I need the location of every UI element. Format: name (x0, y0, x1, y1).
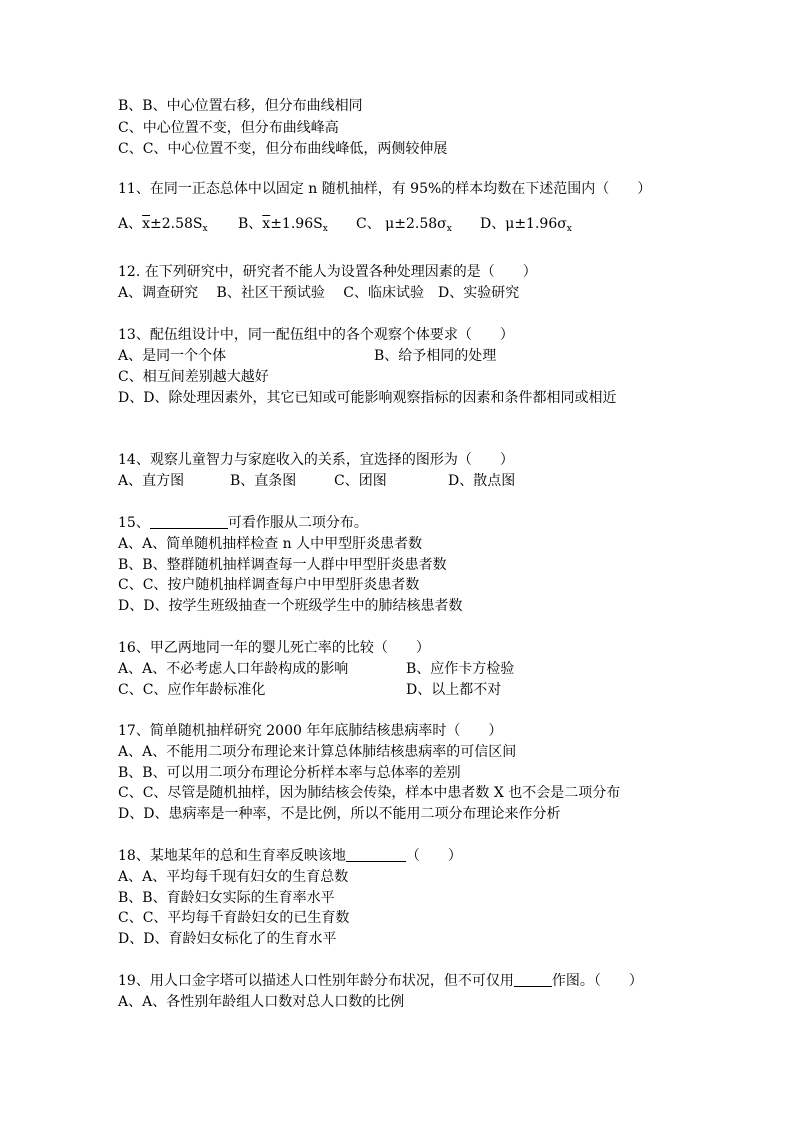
q18-blank (346, 847, 406, 862)
q10-option-c2: C、C、中心位置不变，但分布曲线峰低，两侧较伸展 (118, 141, 448, 157)
q14-option-a: A、直方图 (118, 473, 185, 489)
q11-stem: 11、在同一正态总体中以固定 n 随机抽样，有 95%的样本均数在下述范围内（ ） (118, 181, 652, 197)
q16-option-b: B、应作卡方检验 (406, 661, 515, 677)
q11-option-b: B、$\overline{x}\pm 1.96S_x$ (238, 216, 328, 234)
q11-option-c: C、 $\mu\pm 2.58\sigma_x$ (356, 216, 452, 234)
q15-stem: 15、 可看作服从二项分布。 (118, 515, 368, 531)
q13-option-a: A、是同一个个体 (118, 348, 227, 364)
q16-row-ab (118, 659, 678, 679)
q11-options (118, 214, 678, 234)
q12-stem: 12. 在下列研究中，研究者不能人为设置各种处理因素的是（ ） (118, 264, 537, 280)
q15-option-d: D、D、按学生班级抽查一个班级学生中的肺结核患者数 (118, 598, 463, 614)
q18-option-c: C、C、平均每千育龄妇女的已生育数 (118, 910, 350, 926)
q13-row-ab (118, 346, 678, 366)
q16-option-a: A、A、不必考虑人口年龄构成的影响 (118, 661, 349, 677)
q17-option-a: A、A、不能用二项分布理论来计算总体肺结核患病率的可信区间 (118, 744, 517, 760)
q10-option-c1: C、中心位置不变，但分布曲线峰高 (118, 120, 339, 136)
q11-option-a: A、$\overline{x}\pm 2.58S_x$ (118, 216, 208, 234)
q14-option-b: B、直条图 (230, 473, 297, 489)
q19-option-a: A、A、各性别年龄组人口数对总人口数的比例 (118, 994, 405, 1010)
q18-stem: 18、某地某年的总和生育率反映该地 （ ） (118, 848, 462, 864)
q18-option-a: A、A、平均每千现有妇女的生育总数 (118, 869, 349, 885)
q16-row-cd (118, 680, 678, 700)
q17-option-c: C、C、尽管是随机抽样，因为肺结核会传染，样本中患者数 X 也不会是二项分布 (118, 785, 621, 801)
q13-option-c: C、相互间差别越大越好 (118, 369, 269, 385)
q17-option-d: D、D、患病率是一种率，不是比例，所以不能用二项分布理论来作分析 (118, 806, 561, 822)
q15-option-b: B、B、整群随机抽样调查每一人群中甲型肝炎患者数 (118, 557, 447, 573)
q19-stem: 19、用人口金字塔可以描述人口性别年龄分布状况，但不可仅用 作图。（ ） (118, 973, 643, 989)
q14-option-d: D、散点图 (448, 473, 516, 489)
q16-option-d: D、以上都不对 (406, 682, 502, 698)
q17-stem: 17、简单随机抽样研究 2000 年年底肺结核患病率时（ ） (118, 723, 503, 739)
q13-stem: 13、配伍组设计中，同一配伍组中的各个观察个体要求（ ） (118, 327, 514, 343)
q14-stem: 14、观察儿童智力与家庭收入的关系，宜选择的图形为（ ） (118, 452, 514, 468)
q13-option-b: B、给予相同的处理 (374, 348, 497, 364)
q16-stem: 16、甲乙两地同一年的婴儿死亡率的比较（ ） (118, 640, 430, 656)
q14-option-c: C、团图 (334, 473, 387, 489)
q11-option-d: D、$\mu\pm 1.96\sigma_x$ (480, 216, 572, 234)
q17-option-b: B、B、可以用二项分布理论分析样本率与总体率的差别 (118, 765, 461, 781)
q13-option-d: D、D、除处理因素外，其它已知或可能影响观察指标的因素和条件都相同或相近 (118, 390, 617, 406)
q15-option-c: C、C、按户随机抽样调查每户中甲型肝炎患者数 (118, 577, 420, 593)
q15-option-a: A、A、简单随机抽样检查 n 人中甲型肝炎患者数 (118, 536, 423, 552)
q12-options: A、调查研究 B、社区干预试验 C、临床试验 D、实验研究 (118, 285, 520, 301)
q18-option-d: D、D、育龄妇女标化了的生育水平 (118, 931, 337, 947)
q10-option-b: B、B、中心位置右移，但分布曲线相同 (118, 98, 363, 114)
q14-options (118, 471, 678, 491)
q16-option-c: C、C、应作年龄标准化 (118, 682, 266, 698)
q19-blank (514, 972, 552, 987)
q18-option-b: B、B、育龄妇女实际的生育率水平 (118, 890, 335, 906)
q15-blank (150, 514, 228, 529)
